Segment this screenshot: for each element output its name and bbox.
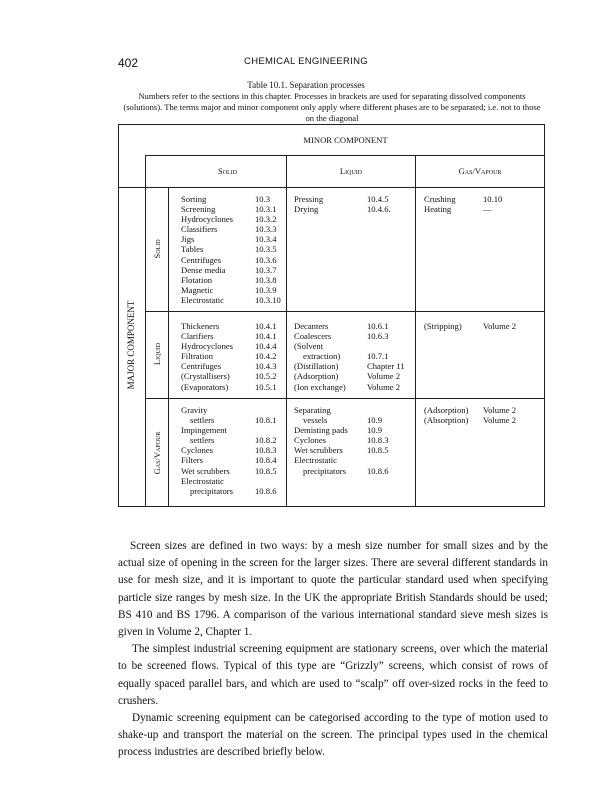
table-cell-line: Filters: [181, 455, 203, 466]
table-cell-line: Hydrocyclones: [181, 214, 234, 225]
table-cell-line: [255, 425, 276, 435]
table-cell-line: Crushing: [424, 194, 456, 204]
table-cell-line: Pressing: [294, 194, 324, 204]
table-cell-line: 10.4.2: [255, 351, 277, 362]
table-cell-line: Wet scrubbers: [181, 465, 230, 476]
table-cell-line: 10.3.9: [255, 284, 277, 295]
table-cell-line: Impingement: [181, 425, 227, 436]
table-cell-line: —: [483, 204, 492, 215]
table-rule: [168, 187, 169, 507]
table-caption-title: Table 10.1. Separation processes: [247, 80, 365, 90]
table-cell-line: Gravity: [181, 405, 208, 415]
table-cell-line: 10.5.2: [255, 371, 277, 382]
paragraph: Dynamic screening equipment can be categorised according to the type of motion used to shake-up and transport the material on the screen. The principal types used in the chemical process industries are described briefly below.: [118, 712, 548, 759]
table-rule: [544, 124, 545, 507]
table-cell-line: Screening: [181, 204, 216, 215]
table-rule: [145, 311, 545, 312]
table-cell-line: (Adsorption): [424, 405, 469, 415]
table-cell-line: 10.4.1: [255, 321, 277, 331]
table-cell-line: 10.10: [483, 194, 503, 204]
cell-liquid-liquid-names: [294, 321, 346, 392]
cell-solid-solid-names: [181, 194, 233, 305]
table-cell-line: 10.6.3: [367, 331, 389, 342]
table-cell-line: 10.3.7: [255, 264, 277, 275]
row-header-gas-vapour: Gas/Vapour: [152, 431, 162, 475]
table-cell-line: settlers: [190, 435, 215, 446]
cell-gas-liquid-refs: [367, 405, 388, 476]
table-cell-line: Volume 2: [483, 415, 517, 426]
row-header-liquid: Liquid: [152, 342, 162, 366]
table-cell-line: 10.9: [367, 415, 383, 426]
table-cell-line: Chapter 11: [367, 361, 405, 372]
table-cell-line: Heating: [424, 204, 452, 215]
table-cell-line: [367, 455, 388, 465]
table-cell-line: (Solvent: [294, 341, 324, 352]
table-cell-line: 10.9: [367, 425, 383, 436]
table-cell-line: Dense media: [181, 264, 226, 275]
table-cell-line: Electrostatic: [181, 294, 224, 305]
table-cell-line: Electrostatic: [294, 455, 337, 466]
cell-solid-gas-names: [424, 194, 456, 214]
cell-solid-gas-refs: [483, 194, 502, 214]
table-rule: [118, 124, 545, 125]
table-cell-line: Cyclones: [181, 445, 213, 456]
cell-solid-liquid-names: [294, 194, 323, 214]
cell-gas-solid-refs: [255, 405, 276, 496]
table-cell-line: Sorting: [181, 194, 207, 204]
table-cell-line: 10.4.1: [255, 331, 277, 342]
table-rule: [415, 155, 416, 507]
table-cell-line: Wet scrubbers: [294, 445, 343, 456]
table-cell-line: Volume 2: [367, 371, 401, 382]
table-cell-line: [367, 341, 405, 351]
table-cell-line: 10.3.10: [255, 294, 281, 305]
table-cell-line: Volume 2: [367, 381, 401, 392]
table-cell-line: Classifiers: [181, 224, 218, 235]
table-cell-line: Volume 2: [483, 405, 517, 415]
column-header-liquid: Liquid: [339, 166, 363, 176]
cell-liquid-gas-names: [424, 321, 462, 331]
table-rule: [118, 187, 545, 188]
table-caption-text: Numbers refer to the sections in this chapter. Processes in brackets are used for separating dissolved components (solutions). The terms major and minor component only apply where different phases are to be separated; i.e. not to those on the diagonal: [123, 91, 541, 123]
table-cell-line: Thickeners: [181, 321, 220, 331]
minor-component-header: MINOR COMPONENT: [303, 135, 388, 145]
row-header-solid: Solid: [152, 239, 162, 259]
table-cell-line: Drying: [294, 204, 319, 215]
table-rule: [145, 155, 545, 156]
table-cell-line: 10.4.5: [367, 194, 389, 204]
table-cell-line: 10.7.1: [367, 351, 389, 362]
table-cell-line: 10.4.3: [255, 361, 277, 372]
table-rule: [286, 155, 287, 507]
table-cell-line: 10.3.3: [255, 224, 277, 235]
table-cell-line: 10.3.8: [255, 274, 277, 285]
running-title: CHEMICAL ENGINEERING: [244, 56, 368, 67]
table-cell-line: 10.8.2: [255, 435, 277, 446]
table-cell-line: 10.8.6: [367, 465, 389, 476]
cell-liquid-gas-refs: [483, 321, 516, 331]
table-cell-line: [255, 476, 276, 486]
table-cell-line: Centrifuges: [181, 361, 222, 372]
table-cell-line: settlers: [190, 415, 215, 426]
table-cell-line: Coalescers: [294, 331, 332, 342]
table-cell-line: Filtration: [181, 351, 213, 362]
table-cell-line: (Distillation): [294, 361, 339, 372]
table-cell-line: (Absorption): [424, 415, 469, 426]
table-cell-line: 10.8.3: [255, 445, 277, 456]
table-cell-line: 10.3.4: [255, 234, 277, 245]
cell-solid-solid-refs: [255, 194, 281, 305]
table-cell-line: [367, 405, 388, 415]
table-cell-line: 10.3.2: [255, 214, 277, 225]
cell-gas-liquid-names: [294, 405, 348, 476]
table-cell-line: (Adsorption): [294, 371, 339, 382]
table-cell-line: Magnetic: [181, 284, 214, 295]
table-cell-line: (Stripping): [424, 321, 462, 331]
cell-liquid-liquid-refs: [367, 321, 405, 392]
table-cell-line: Electrostatic: [181, 475, 224, 486]
table-cell-line: 10.3.1: [255, 204, 277, 215]
table-cell-line: (Evaporators): [181, 381, 229, 392]
table-cell-line: 10.3.6: [255, 254, 277, 265]
table-cell-line: 10.8.6: [255, 485, 277, 496]
table-cell-line: 10.6.1: [367, 321, 389, 331]
table-cell-line: Centrifuges: [181, 254, 222, 265]
cell-gas-gas-names: [424, 405, 468, 425]
table-cell-line: Flotation: [181, 274, 213, 285]
table-cell-line: (Ion exchange): [294, 381, 346, 392]
cell-liquid-solid-refs: [255, 321, 276, 392]
table-cell-line: Demisting pads: [294, 425, 348, 436]
column-header-solid: Solid: [217, 166, 238, 176]
column-header-gas-vapour: Gas/Vapour: [458, 166, 502, 176]
table-cell-line: Cyclones: [294, 435, 326, 446]
table-cell-line: 10.8.4: [255, 455, 277, 466]
table-cell-line: Decanters: [294, 321, 329, 331]
table-cell-line: precipitators: [303, 465, 346, 476]
cell-gas-gas-refs: [483, 405, 516, 425]
cell-liquid-solid-names: [181, 321, 233, 392]
table-rule: [145, 155, 146, 507]
table-cell-line: 10.3.5: [255, 244, 277, 255]
table-cell-line: Clarifiers: [181, 331, 214, 342]
table-cell-line: 10.4.4: [255, 341, 277, 352]
page-number: 402: [118, 56, 139, 70]
table-cell-line: 10.3: [255, 194, 271, 204]
table-cell-line: extraction): [303, 351, 341, 362]
table-rule: [118, 124, 119, 507]
table-rule: [118, 506, 545, 507]
paragraph: The simplest industrial screening equipment are stationary screens, over which the material to be screened flows. Typical of this type are “Grizzly” screens, which consist of rows of equally spaced parallel bars, and which are used to “scalp” off over-sized rocks in the feed to crushers.: [118, 643, 548, 707]
body-text: [118, 538, 548, 762]
table-cell-line: Separating: [294, 405, 331, 415]
table-cell-line: [255, 405, 276, 415]
table-cell-line: 10.4.6.: [367, 204, 391, 215]
cell-solid-liquid-refs: [367, 194, 391, 214]
table-cell-line: Jigs: [181, 234, 195, 245]
table-cell-line: 10.8.5: [367, 445, 389, 456]
paragraph: Screen sizes are defined in two ways: by a mesh size number for small sizes and by the actual size of opening in the screen for the larger sizes. There are several different standards in use for mesh size, and it is important to quote the particular standard used when specifying particle size ranges by mesh size. In the UK the appropriate British Standards should be used; BS 410 and BS 1796. A comparison of the various international standard sieve mesh sizes is given in Volume 2, Chapter 1.: [118, 540, 548, 639]
table-cell-line: 10.8.3: [367, 435, 389, 446]
table-cell-line: 10.8.5: [255, 465, 277, 476]
table-cell-line: 10.8.1: [255, 415, 277, 426]
table-cell-line: (Crystallisers): [181, 371, 230, 382]
table-cell-line: 10.5.1: [255, 381, 277, 392]
table-rule: [145, 398, 545, 399]
table-cell-line: Tables: [181, 244, 204, 255]
cell-gas-solid-names: [181, 405, 233, 496]
major-component-header: MAJOR COMPONENT: [126, 300, 136, 390]
table-cell-line: vessels: [303, 415, 328, 426]
table-cell-line: Hydrocyclones: [181, 341, 234, 352]
table-cell-line: Volume 2: [483, 321, 517, 331]
table-cell-line: precipitators: [190, 485, 233, 496]
